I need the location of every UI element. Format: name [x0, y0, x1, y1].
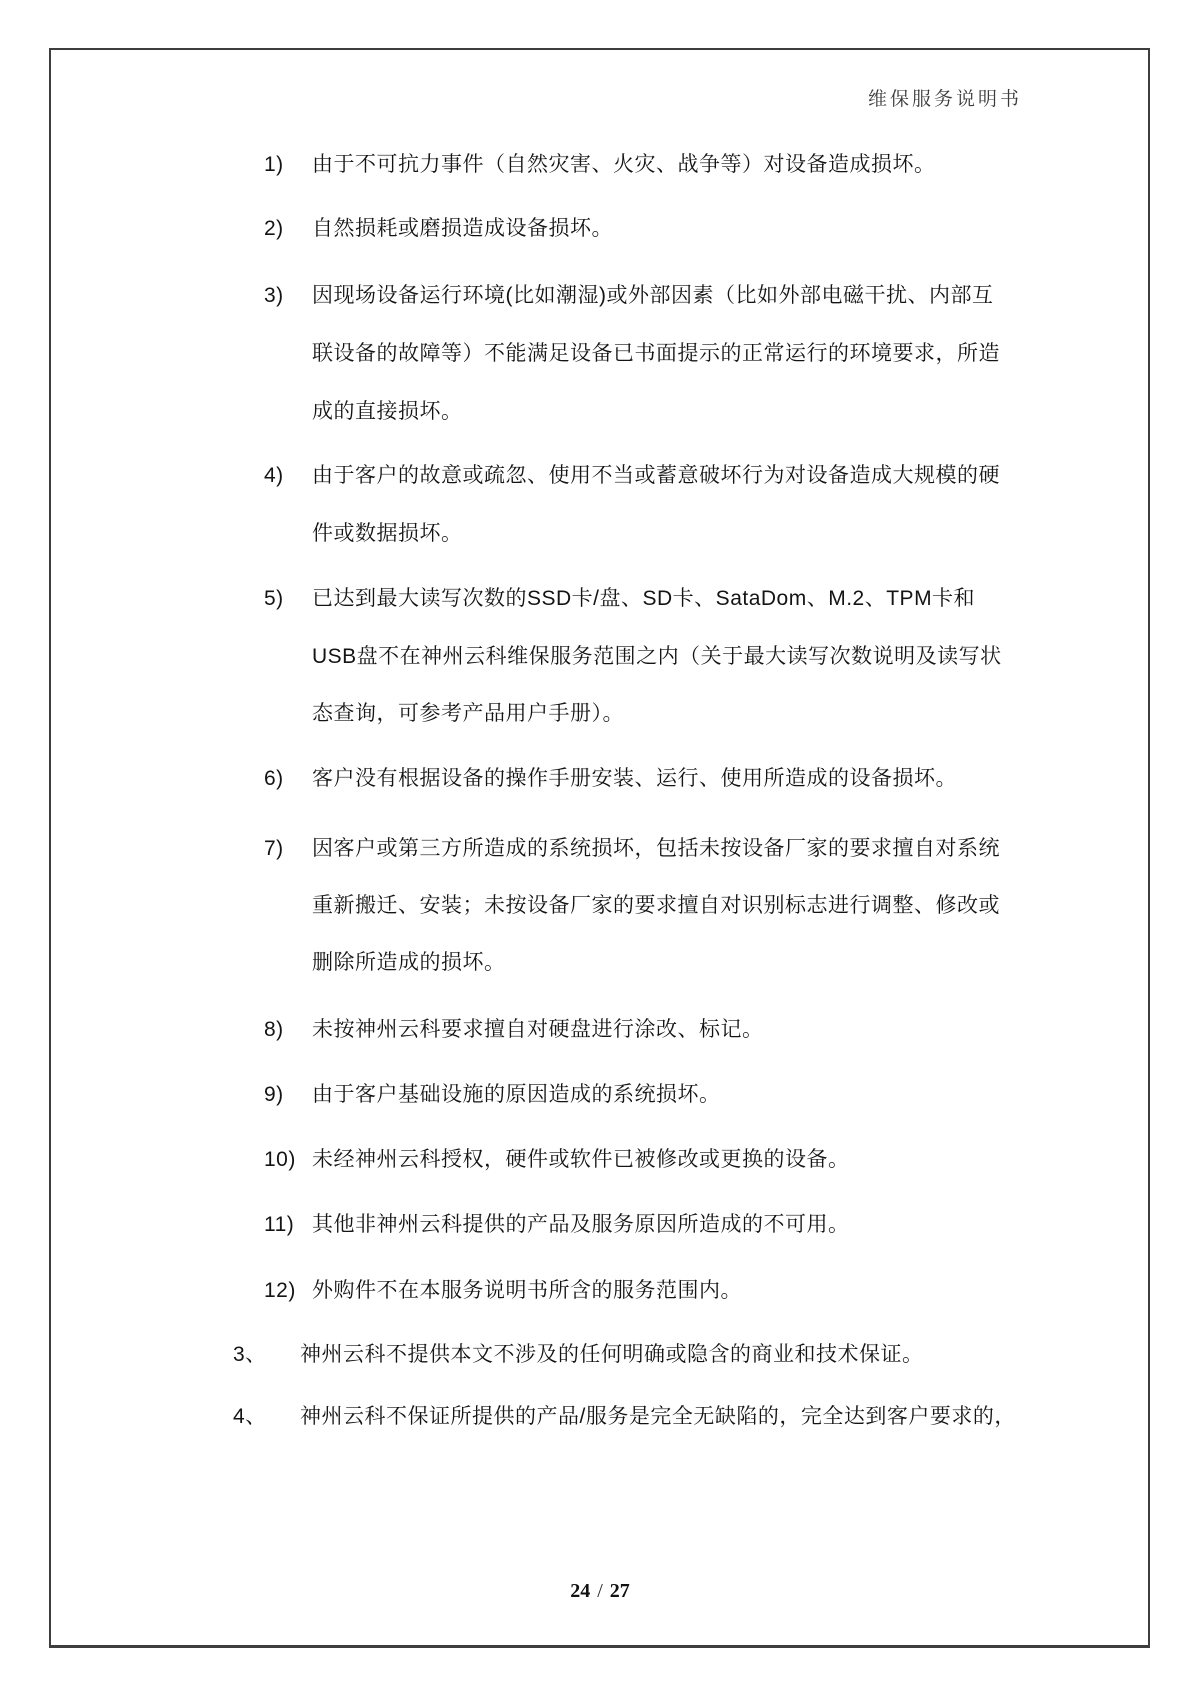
- list-item-continuation: [312, 341, 1000, 367]
- list-item: [264, 1278, 742, 1304]
- list-item-continuation: [312, 893, 1000, 919]
- list-item-number: 3、: [233, 1343, 267, 1366]
- list-item-text: 删除所造成的损坏。: [312, 951, 506, 974]
- list-item-text: 未经神州云科授权，硬件或软件已被修改或更换的设备。: [312, 1148, 850, 1171]
- list-item-number: 4): [264, 464, 284, 487]
- list-item-number: 12): [264, 1279, 296, 1302]
- list-item-text: 自然损耗或磨损造成设备损坏。: [312, 217, 613, 240]
- page-footer: [0, 1580, 1200, 1603]
- list-item: [264, 463, 1000, 489]
- list-item-continuation: [312, 521, 463, 547]
- list-item-text: 神州云科不保证所提供的产品/服务是完全无缺陷的，完全达到客户要求的，: [300, 1405, 1016, 1428]
- list-item-text: 未按神州云科要求擅自对硬盘进行涂改、标记。: [312, 1018, 764, 1041]
- list-item-continuation: [312, 701, 624, 727]
- list-item: [264, 1082, 721, 1108]
- list-item-text: 因客户或第三方所造成的系统损坏，包括未按设备厂家的要求擅自对系统: [312, 837, 1000, 860]
- list-item: [233, 1342, 924, 1368]
- list-item-text: 由于客户基础设施的原因造成的系统损坏。: [312, 1083, 721, 1106]
- list-item: [264, 1212, 850, 1238]
- list-item-number: 2): [264, 217, 284, 240]
- list-item: [264, 152, 936, 178]
- list-item-text: 外购件不在本服务说明书所含的服务范围内。: [312, 1279, 742, 1302]
- list-item-number: 1): [264, 153, 284, 176]
- list-item-text: 重新搬迁、安装；未按设备厂家的要求擅自对识别标志进行调整、修改或: [312, 894, 1000, 917]
- list-item-text: 联设备的故障等）不能满足设备已书面提示的正常运行的环境要求，所造: [312, 342, 1000, 365]
- list-item: [264, 766, 957, 792]
- list-item-text: 已达到最大读写次数的SSD卡/盘、SD卡、SataDom、M.2、TPM卡和: [312, 587, 976, 610]
- list-item-number: 11): [264, 1213, 295, 1236]
- list-item: [264, 836, 1000, 862]
- list-item-text: USB盘不在神州云科维保服务范围之内（关于最大读写次数说明及读写状: [312, 645, 1002, 668]
- list-item-text: 其他非神州云科提供的产品及服务原因所造成的不可用。: [312, 1213, 850, 1236]
- page-header-title: 维保服务说明书: [867, 89, 1022, 110]
- list-item-number: 5): [264, 587, 284, 610]
- list-item-number: 3): [264, 284, 284, 307]
- list-item-number: 6): [264, 767, 284, 790]
- list-item: [264, 216, 613, 242]
- list-item-text: 神州云科不提供本文不涉及的任何明确或隐含的商业和技术保证。: [300, 1343, 924, 1366]
- list-item-text: 由于不可抗力事件（自然灾害、火灾、战争等）对设备造成损坏。: [312, 153, 936, 176]
- list-item-text: 态查询，可参考产品用户手册）。: [312, 702, 624, 725]
- list-item-number: 10): [264, 1148, 296, 1171]
- list-item-text: 由于客户的故意或疏忽、使用不当或蓄意破坏行为对设备造成大规模的硬: [312, 464, 1000, 487]
- list-item-number: 8): [264, 1018, 284, 1041]
- list-item-continuation: [312, 950, 506, 976]
- list-item-text: 成的直接损坏。: [312, 400, 463, 423]
- list-item-text: 客户没有根据设备的操作手册安装、运行、使用所造成的设备损坏。: [312, 767, 957, 790]
- list-item: [264, 1147, 850, 1173]
- list-item: [264, 1017, 764, 1043]
- list-item-number: 9): [264, 1083, 284, 1106]
- list-item-continuation: [312, 399, 463, 425]
- list-item: [233, 1404, 1016, 1430]
- list-item-text: 件或数据损坏。: [312, 522, 463, 545]
- page-number-separator: /: [597, 1580, 603, 1602]
- list-item-number: 7): [264, 837, 284, 860]
- list-item-number: 4、: [233, 1405, 267, 1428]
- list-item-text: 因现场设备运行环境(比如潮湿)或外部因素（比如外部电磁干扰、内部互: [312, 284, 994, 307]
- page-number-total: 27: [609, 1580, 630, 1602]
- list-item: [264, 586, 976, 612]
- list-item: [264, 283, 994, 309]
- list-item-continuation: [312, 644, 1002, 670]
- page-number-current: 24: [570, 1580, 591, 1602]
